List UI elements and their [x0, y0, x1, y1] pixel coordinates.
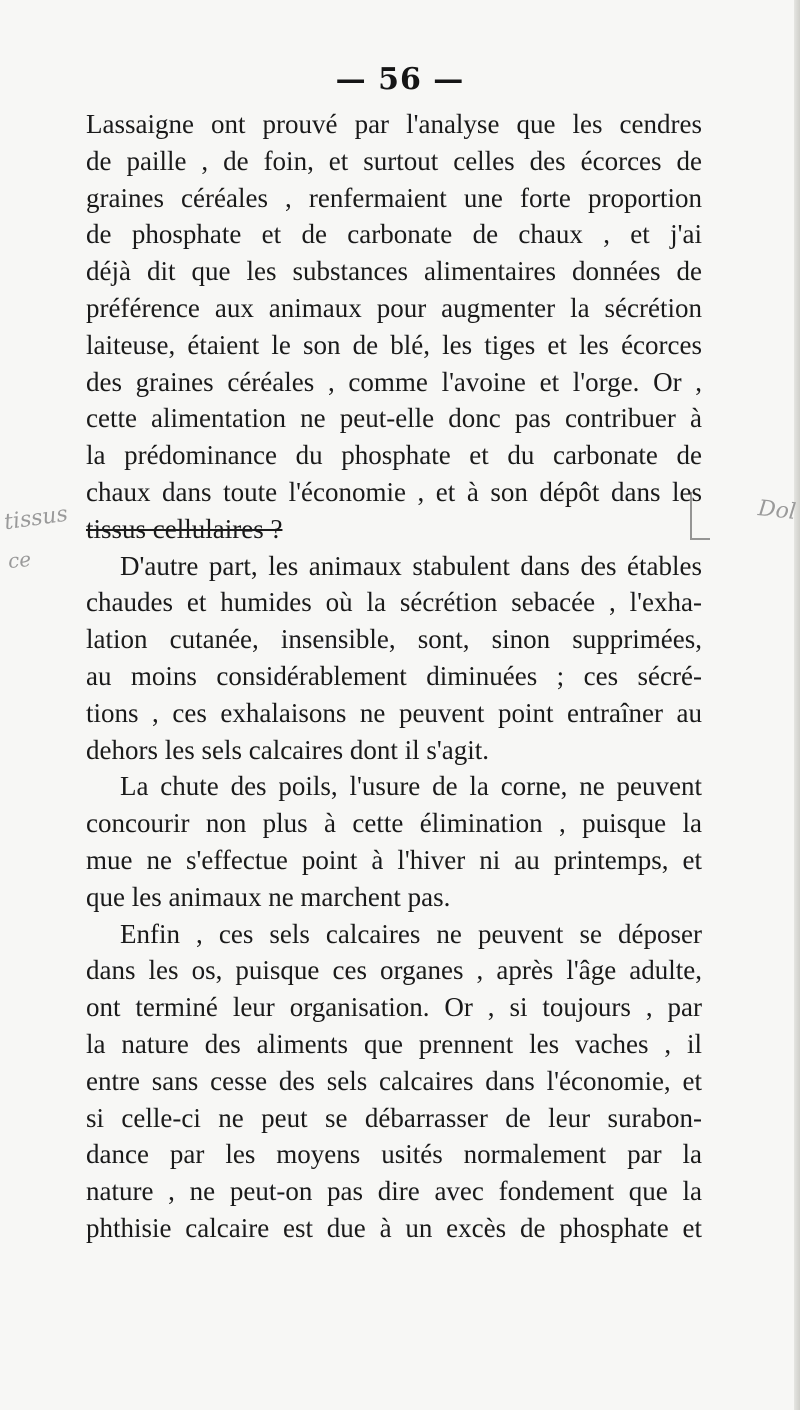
page-edge: [794, 0, 800, 1410]
text-line: phthisie calcaire est due à un excès de phosphate et: [86, 1212, 702, 1243]
text-line: laiteuse, étaient le son de blé, les tiges et les écorces: [86, 329, 702, 360]
paragraph-first-line: Enfin , ces sels calcaires ne peuvent se déposer: [120, 918, 702, 949]
text-line: Lassaigne ont prouvé par l'analyse que les cendres: [86, 109, 702, 139]
text-line: dance par les moyens usités normalement par la: [86, 1139, 702, 1170]
text-line: dans les os, puisque ces organes , après l'âge adulte,: [86, 955, 702, 986]
text-line: tions , ces exhalaisons ne peuvent point entraîner au: [86, 697, 702, 728]
text-line: de paille , de foin, et surtout celles des écorces de: [86, 145, 702, 176]
text-line: dehors les sels calcaires dont il s'agit.: [86, 734, 490, 765]
margin-note-left-lower: ce: [6, 546, 33, 574]
text-line: entre sans cesse des sels calcaires dans l'économie, et: [86, 1065, 702, 1096]
text-line: chaudes et humides où la sécrétion sebacée , l'exha-: [86, 587, 702, 618]
paragraph-first-line: La chute des poils, l'usure de la corne, ne peuvent: [120, 771, 702, 802]
body-text: [86, 106, 702, 1247]
text-line: concourir non plus à cette élimination , puisque la: [86, 808, 702, 839]
margin-note-right: Dol: [756, 496, 798, 525]
text-line: la nature des aliments que prennent les vaches , il: [86, 1028, 702, 1059]
text-line: si celle-ci ne peut se débarrasser de leur surabon-: [86, 1102, 702, 1133]
margin-note-left: tissus: [2, 501, 70, 536]
text-line: graines céréales , renfermaient une forte proportion: [86, 182, 702, 213]
text-line: nature , ne peut-on pas dire avec fondement que la: [86, 1176, 702, 1207]
text-line: cette alimentation ne peut-elle donc pas contribuer à: [86, 403, 702, 434]
text-line: ont terminé leur organisation. Or , si toujours , par: [86, 992, 702, 1023]
text-line: lation cutanée, insensible, sont, sinon supprimées,: [86, 624, 702, 655]
struck-text-line: tissus cellulaires ?: [86, 513, 283, 544]
text-line: de phosphate et de carbonate de chaux , et j'ai: [86, 219, 702, 250]
paragraph-first-line: D'autre part, les animaux stabulent dans des étables: [120, 550, 702, 581]
text-line: préférence aux animaux pour augmenter la sécrétion: [86, 292, 702, 323]
text-line: mue ne s'effectue point à l'hiver ni au printemps, et: [86, 844, 702, 875]
page-number: — 56 —: [335, 62, 465, 97]
text-line: des graines céréales , comme l'avoine et l'orge. Or ,: [86, 366, 702, 397]
text-line: chaux dans toute l'économie , et à son dépôt dans les: [86, 476, 702, 507]
text-line: déjà dit que les substances alimentaires données de: [86, 256, 702, 287]
text-line: la prédominance du phosphate et du carbonate de: [86, 440, 702, 471]
text-line: au moins considérablement diminuées ; ces sécré-: [86, 660, 702, 691]
text-line: que les animaux ne marchent pas.: [86, 881, 451, 912]
